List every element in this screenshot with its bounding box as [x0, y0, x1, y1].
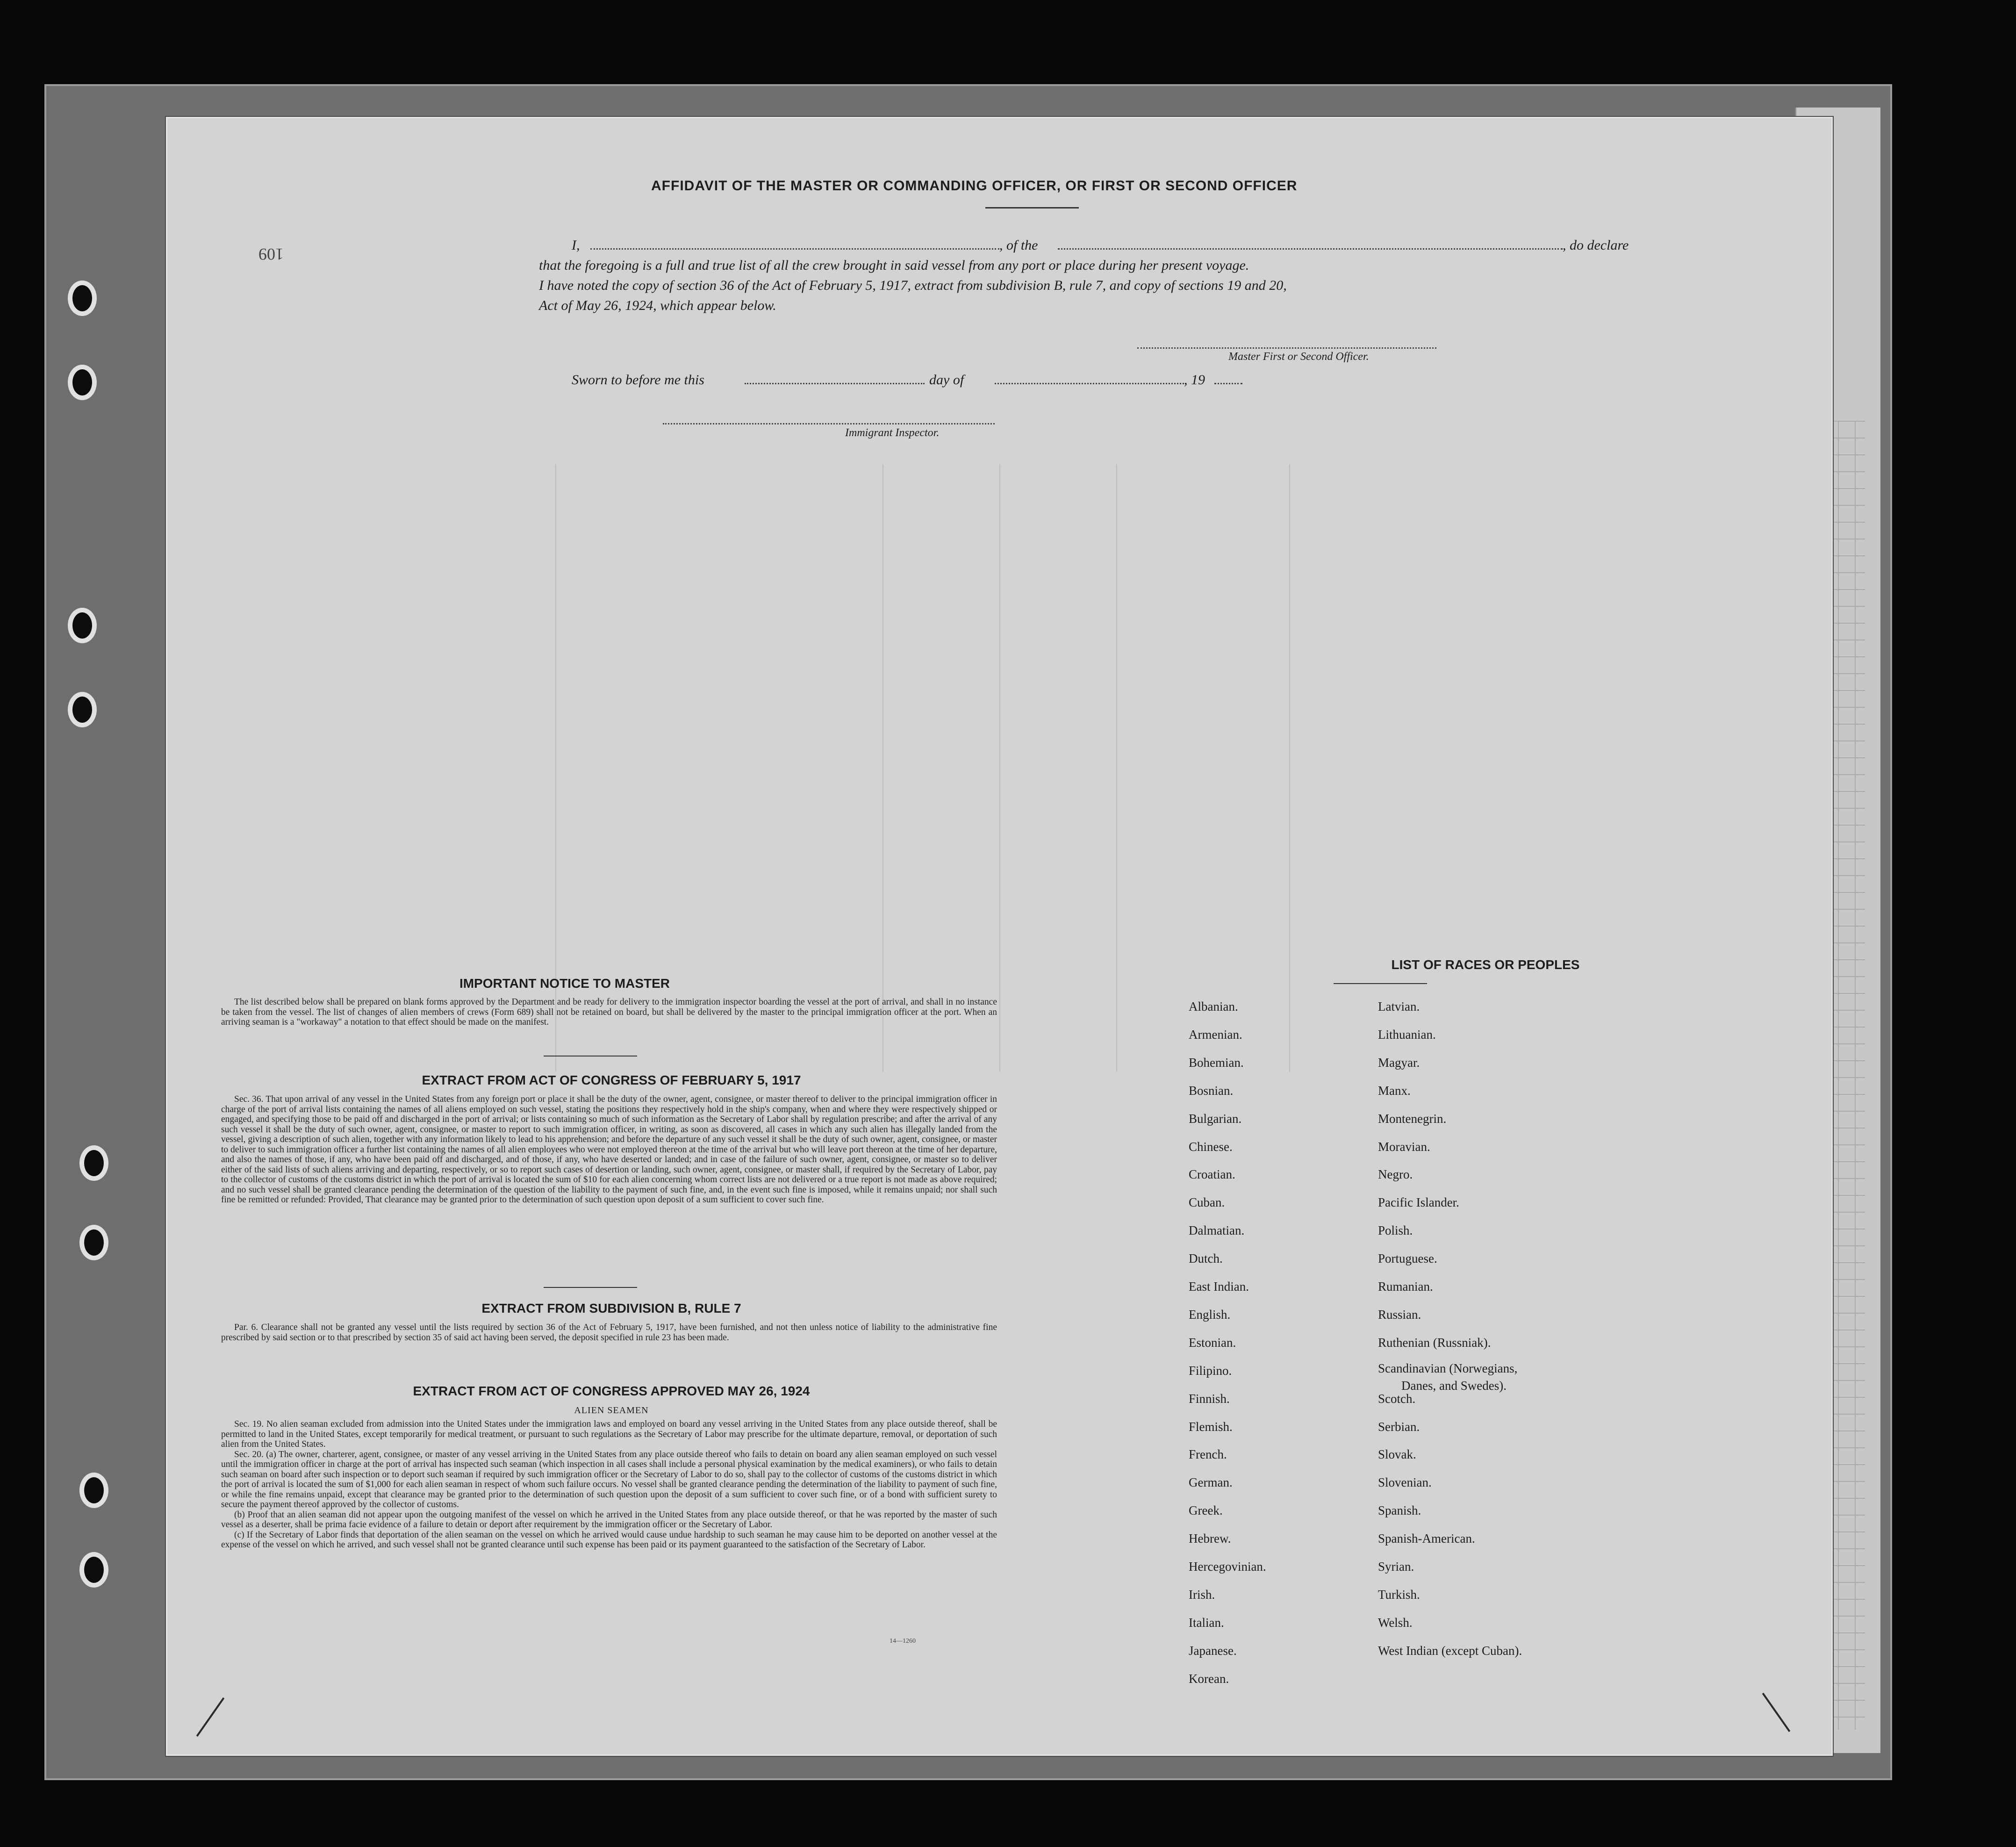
race-item: Rumanian.	[1378, 1279, 1433, 1294]
race-item: Hercegovinian.	[1189, 1560, 1266, 1574]
inspector-label: Immigrant Inspector.	[845, 427, 940, 439]
corner-mark	[1762, 1693, 1791, 1732]
race-item: Armenian.	[1189, 1027, 1242, 1042]
race-item: Welsh.	[1378, 1615, 1413, 1630]
race-item: Albanian.	[1189, 999, 1238, 1013]
notice-title: IMPORTANT NOTICE TO MASTER	[459, 976, 670, 991]
race-item: East Indian.	[1189, 1279, 1249, 1294]
sworn-day-blank	[745, 383, 925, 384]
race-item: Chinese.	[1189, 1139, 1233, 1154]
subdivision-b-title: EXTRACT FROM SUBDIVISION B, RULE 7	[481, 1301, 741, 1315]
affidavit-title: AFFIDAVIT OF THE MASTER OR COMMANDING OFFICER, OR FIRST OR SECOND OFFICER	[651, 178, 1298, 194]
race-item: Finnish.	[1189, 1391, 1230, 1406]
vessel-blank	[1058, 248, 1563, 250]
race-item: Montenegrin.	[1378, 1111, 1447, 1126]
race-item: Polish.	[1378, 1223, 1413, 1238]
master-signature-line	[1137, 347, 1436, 349]
races-title-rule	[1334, 983, 1427, 984]
race-item: Dalmatian.	[1189, 1223, 1245, 1238]
sec-20a-paragraph: Sec. 20. (a) The owner, charterer, agent, consignee, or master of any vessel arriving in the United States from any place outside thereof who fails to detain on board any alien seaman employed on such vessel until the immigration officer in charge at the port of arrival has inspected such seaman (which inspection in all cases shall include a personal physical examination by the medical examiners), or who fails to detain such seaman on board after such inspection or to deport such seaman if required by such immigration officer or the Secretary of Labor to do so, shall pay to the collector of customs of the customs district in which the port of arrival is located the sum of $1,000 for each alien seaman in respect of whom such failure occurs. No vessel shall be granted clearance pending the determination of the liability to payment of such fine, or while the fine remains unpaid, except that clearance may be granted prior to the determination of such question upon the deposit of a sum sufficient to cover such fine, or of a bond with sufficient surety to secure the payment thereof approved by the collector of customs.	[221, 1449, 997, 1509]
sec-20b-paragraph: (b) Proof that an alien seaman did not appear upon the outgoing manifest of the vessel on which he arrived in the United States from any place outside thereof, or that he was reported by the master of such vessel as a deserter, shall be prima facie evidence of a failure to detain or deport after requirement by the immigration officer or the Secretary of Labor.	[221, 1509, 997, 1530]
affidavit-line3: I have noted the copy of section 36 of the Act of February 5, 1917, extract from subdivision B, rule 7, and copy of sections 19 and 20,	[539, 278, 1287, 293]
binder-hole	[68, 365, 97, 400]
race-item: Russian.	[1378, 1307, 1421, 1322]
race-item: Filipino.	[1189, 1363, 1232, 1378]
binder-hole	[68, 692, 97, 727]
race-item: Flemish.	[1189, 1419, 1233, 1434]
master-label: Master First or Second Officer.	[1228, 351, 1369, 363]
affidavit-line1-declare: , do declare	[1563, 237, 1629, 253]
sworn-month-blank	[995, 383, 1184, 384]
notice-paragraph: The list described below shall be prepared on blank forms approved by the Department and be ready for delivery to the immigration inspector boarding the vessel at the port of arrival, and shall in no instance be taken from the vessel. The list of changes of alien members of crews (Form 689) shall not be retained on board, but shall be delivered by the master to the principal immigration officer at the port. When an arriving seaman is a "workaway" a notation to that effect should be made on the manifest.	[221, 997, 997, 1027]
race-item: German.	[1189, 1475, 1233, 1490]
race-item: Italian.	[1189, 1615, 1224, 1630]
sworn-label: Sworn to before me this	[572, 372, 704, 388]
race-item: Pacific Islander.	[1378, 1195, 1459, 1210]
extract-1917-title: EXTRACT FROM ACT OF CONGRESS OF FEBRUARY 5, 1917	[422, 1073, 801, 1087]
affidavit-line1-of: , of the	[999, 237, 1038, 253]
title-rule	[985, 207, 1079, 208]
race-item: Dutch.	[1189, 1251, 1223, 1266]
affidavit-line2: that the foregoing is a full and true list of all the crew brought in said vessel from any port or place during her present voyage.	[539, 258, 1249, 273]
race-item: Danes, and Swedes).	[1401, 1378, 1507, 1393]
par-6-paragraph: Par. 6. Clearance shall not be granted any vessel until the lists required by section 36 of the Act of February 5, 1917, have been furnished, and not then unless notice of liability to the administrative fine prescribed by said section or to that prescribed by section 35 of said act having been served, the deposit specified in rule 23 has been made.	[221, 1322, 997, 1343]
race-item: Magyar.	[1378, 1055, 1420, 1070]
race-item: Serbian.	[1378, 1419, 1420, 1434]
bleed-column-line	[1289, 464, 1290, 1072]
race-item: Turkish.	[1378, 1587, 1420, 1602]
race-item: Syrian.	[1378, 1560, 1414, 1574]
race-item: Cuban.	[1189, 1195, 1225, 1210]
form-number: 14—1260	[890, 1638, 916, 1645]
binder-hole	[79, 1225, 108, 1260]
race-item: Spanish-American.	[1378, 1531, 1475, 1546]
race-item: Croatian.	[1189, 1167, 1235, 1182]
extract-1924-text	[221, 1419, 997, 1550]
manifest-page	[166, 117, 1833, 1756]
race-item: Hebrew.	[1189, 1531, 1231, 1546]
sworn-year-blank	[1214, 383, 1242, 384]
binder-hole	[68, 608, 97, 643]
bleed-column-line	[1116, 464, 1117, 1072]
sworn-year: , 19	[1184, 372, 1205, 388]
race-item: Greek.	[1189, 1503, 1223, 1518]
race-item: Bosnian.	[1189, 1083, 1234, 1098]
binder-hole	[79, 1473, 108, 1508]
subdivision-b-text	[221, 1322, 997, 1343]
corner-mark	[196, 1697, 225, 1737]
sworn-day-of: day of	[929, 372, 964, 388]
race-item: Korean.	[1189, 1671, 1229, 1686]
binder-hole	[79, 1145, 108, 1181]
race-item: Moravian.	[1378, 1139, 1430, 1154]
race-item: Bohemian.	[1189, 1055, 1244, 1070]
race-item: English.	[1189, 1307, 1231, 1322]
race-item: Manx.	[1378, 1083, 1411, 1098]
sec-19-paragraph: Sec. 19. No alien seaman excluded from admission into the United States under the immigration laws and employed on board any vessel arriving in the United States from any place outside thereof, shall be permitted to land in the United States, except temporarily for medical treatment, or pursuant to such regulations as the Secretary of Labor may prescribe for the ultimate departure, removal, or deportation of such alien from the United States.	[221, 1419, 997, 1449]
name-blank	[590, 248, 999, 250]
race-item: Spanish.	[1378, 1503, 1421, 1518]
race-item: Negro.	[1378, 1167, 1413, 1182]
race-item: Bulgarian.	[1189, 1111, 1242, 1126]
affidavit-line1-i: I,	[572, 237, 580, 253]
binder-hole	[79, 1552, 108, 1588]
race-item: Latvian.	[1378, 999, 1420, 1013]
race-item: Slovenian.	[1378, 1475, 1432, 1490]
affidavit-line4: Act of May 26, 1924, which appear below.	[539, 298, 776, 313]
race-item: Scandinavian (Norwegians,	[1378, 1361, 1518, 1375]
alien-seamen-subtitle: ALIEN SEAMEN	[574, 1405, 649, 1416]
section-divider	[544, 1287, 637, 1288]
extract-1917-text	[221, 1094, 997, 1205]
bleed-column-line	[999, 464, 1000, 1072]
race-item: West Indian (except Cuban).	[1378, 1643, 1522, 1658]
binder-hole	[68, 280, 97, 316]
race-item: Scotch.	[1378, 1391, 1416, 1406]
inspector-signature-line	[663, 423, 995, 424]
race-item: French.	[1189, 1447, 1227, 1462]
race-item: Japanese.	[1189, 1643, 1237, 1658]
race-item: Slovak.	[1378, 1447, 1416, 1462]
sec-20c-paragraph: (c) If the Secretary of Labor finds that deportation of the alien seaman on the vessel on which he arrived would cause undue hardship to such seaman he may cause him to be deported on another vessel at the expense of the vessel on which he arrived, and such vessel shall not be granted clearance until such expense has been paid or its payment guaranteed to the satisfaction of the Secretary of Labor.	[221, 1530, 997, 1550]
notice-text	[221, 997, 997, 1028]
stray-mark: 109	[258, 245, 284, 264]
race-item: Estonian.	[1189, 1335, 1236, 1350]
race-item: Ruthenian (Russniak).	[1378, 1335, 1491, 1350]
races-title: LIST OF RACES OR PEOPLES	[1391, 957, 1580, 972]
race-item: Irish.	[1189, 1587, 1215, 1602]
race-item: Lithuanian.	[1378, 1027, 1436, 1042]
section-36-paragraph: Sec. 36. That upon arrival of any vessel in the United States from any foreign port or place it shall be the duty of the owner, agent, consignee, or master thereof to deliver to the principal immigration officer in charge of the port of arrival lists containing the names of all aliens employed on such vessel, stating the positions they respectively hold in the ship's company, when and where they were respectively shipped or engaged, and specifying those to be paid off and discharged in the port of arrival; or lists containing so much of such information as the Secretary of Labor shall by regulation prescribe; and after the arrival of any such vessel it shall be the duty of such owner, agent, consignee, or master to report to such immigration officer, in writing, as soon as discovered, all cases in which any such alien has illegally landed from the vessel, giving a description of such alien, together with any information likely to lead to his apprehension; and before the departure of any such vessel it shall be the duty of such owner, agent, consignee, or master to deliver to such immigration officer a further list containing the names of all alien employees who were not employed thereon at the time of the arrival but who will leave port thereon at the time of her departure, and also the names of those, if any, who have been paid off and discharged, and of those, if any, who have deserted or landed; and in case of the failure of such owner, agent, consignee, or master so to deliver either of the said lists of such aliens arriving and departing, respectively, or so to report such cases of desertion or landing, such owner, agent, consignee, or master shall, if required by the Secretary of Labor, pay to the collector of customs of the customs district in which the port of arrival is located the sum of $10 for each alien concerning whom correct lists are not delivered or a true report is not made as above required; and no such vessel shall be granted clearance pending the determination of the question of the liability to the payment of such fine, and, in the event such fine is imposed, while it remains unpaid; nor shall such fine be remitted or refunded: Provided, That clearance may be granted prior to the determination of such question upon deposit of a sum sufficient to cover such fine.	[221, 1094, 997, 1205]
extract-1924-title: EXTRACT FROM ACT OF CONGRESS APPROVED MAY 26, 1924	[413, 1384, 810, 1398]
race-item: Portuguese.	[1378, 1251, 1437, 1266]
